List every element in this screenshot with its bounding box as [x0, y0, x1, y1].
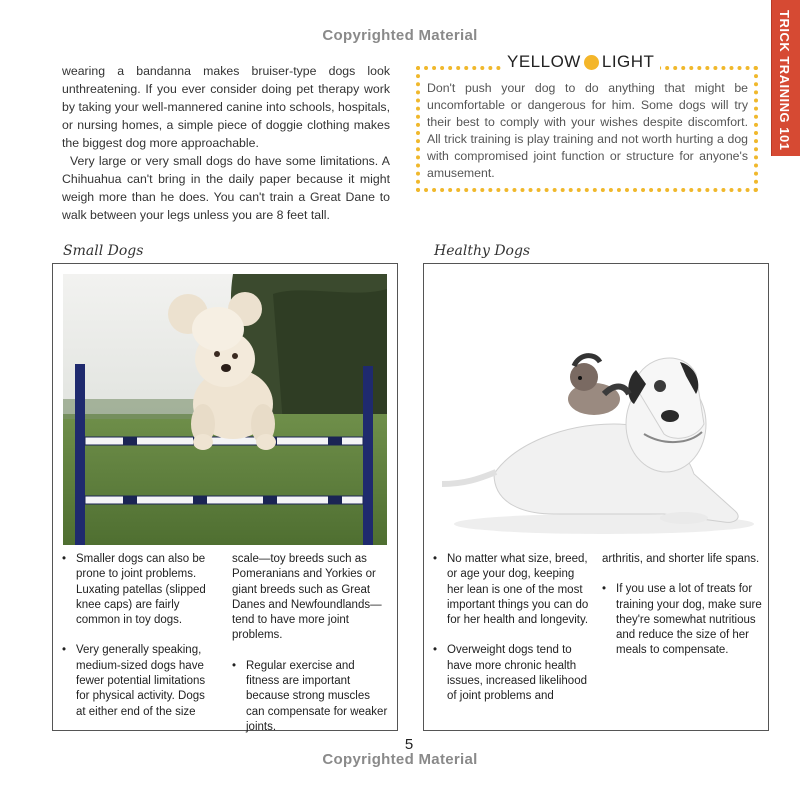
copyright-footer: Copyrighted Material	[322, 751, 478, 768]
healthy-dogs-bullet-2: • Overweight dogs tend to have more chronic health issues, increased likelihood of joint problems and	[433, 643, 589, 704]
small-dogs-bullet-2: • Very generally speaking, medium-sized dogs have fewer potential limitations for physical activity. Dogs at either end of the size	[62, 643, 214, 719]
healthy-dogs-column-2	[602, 552, 762, 674]
great-dane-illustration	[434, 274, 758, 545]
body-text	[62, 62, 390, 224]
healthy-dogs-column-1	[433, 552, 589, 720]
body-paragraph-1: wearing a bandanna makes bruiser-type dogs look unthreatening. If you ever consider doing pet therapy work by taking your well-mannered canine into schools, hospitals, or nursing homes, a simple piece of doggie clothing makes the biggest dog more approachable.	[62, 64, 390, 150]
yellow-light-icon	[584, 55, 599, 70]
chapter-tab-label: TRICK TRAINING 101	[777, 10, 792, 151]
page-number: 5	[404, 736, 414, 753]
small-dogs-continuation: scale—toy breeds such as Pomeranians and Yorkies or giant breeds such as Great Danes and Newfoundlands—tend to have more joint problems.	[232, 553, 382, 642]
healthy-dogs-panel	[423, 263, 769, 731]
healthy-dogs-bullet-1: • No matter what size, breed, or age your dog, keeping her lean is one of the most important things you can do for her health and longevity.	[433, 552, 589, 628]
agility-jump-photo	[63, 274, 387, 545]
small-dogs-column-2	[232, 552, 390, 750]
copyright-header: Copyrighted Material	[322, 27, 478, 44]
small-dogs-title: Small Dogs	[63, 243, 144, 259]
yellow-light-title	[501, 50, 660, 74]
small-dogs-bullet-1: • Smaller dogs can also be prone to joint problems. Luxating patellas (slipped knee caps) are fairly common in toy dogs.	[62, 552, 214, 628]
yellow-light-title-right: LIGHT	[601, 52, 655, 71]
body-paragraph-2: Very large or very small dogs do have some limitations. A Chihuahua can't bring in the daily paper because it might weigh more than he does. You can't train a Great Dane to walk between your legs unless you are 8 feet tall.	[62, 154, 390, 222]
chapter-side-tab	[771, 0, 800, 156]
small-dogs-panel	[52, 263, 398, 731]
yellow-light-text: Don't push your dog to do anything that might be uncomfortable or dangerous for him. Some dogs will try their best to comply with your wishes despite discomfort. All trick training is play training and not worth hurting a dog with compromised joint function or structure for anyone's amusement.	[427, 81, 748, 180]
healthy-dogs-title: Healthy Dogs	[434, 243, 531, 259]
healthy-dogs-bullet-3: • If you use a lot of treats for training your dog, make sure they're somewhat nutritious and reduce the size of her meals to compensate.	[602, 582, 762, 658]
yellow-light-title-left: YELLOW	[507, 52, 581, 71]
agility-jump-illustration	[63, 274, 387, 545]
great-dane-photo	[434, 274, 758, 545]
small-dogs-column-1	[62, 552, 214, 735]
small-dogs-bullet-3: • Regular exercise and fitness are important because strong muscles can compensate for weaker joints.	[232, 659, 390, 735]
healthy-dogs-continuation: arthritis, and shorter life spans.	[602, 553, 760, 565]
